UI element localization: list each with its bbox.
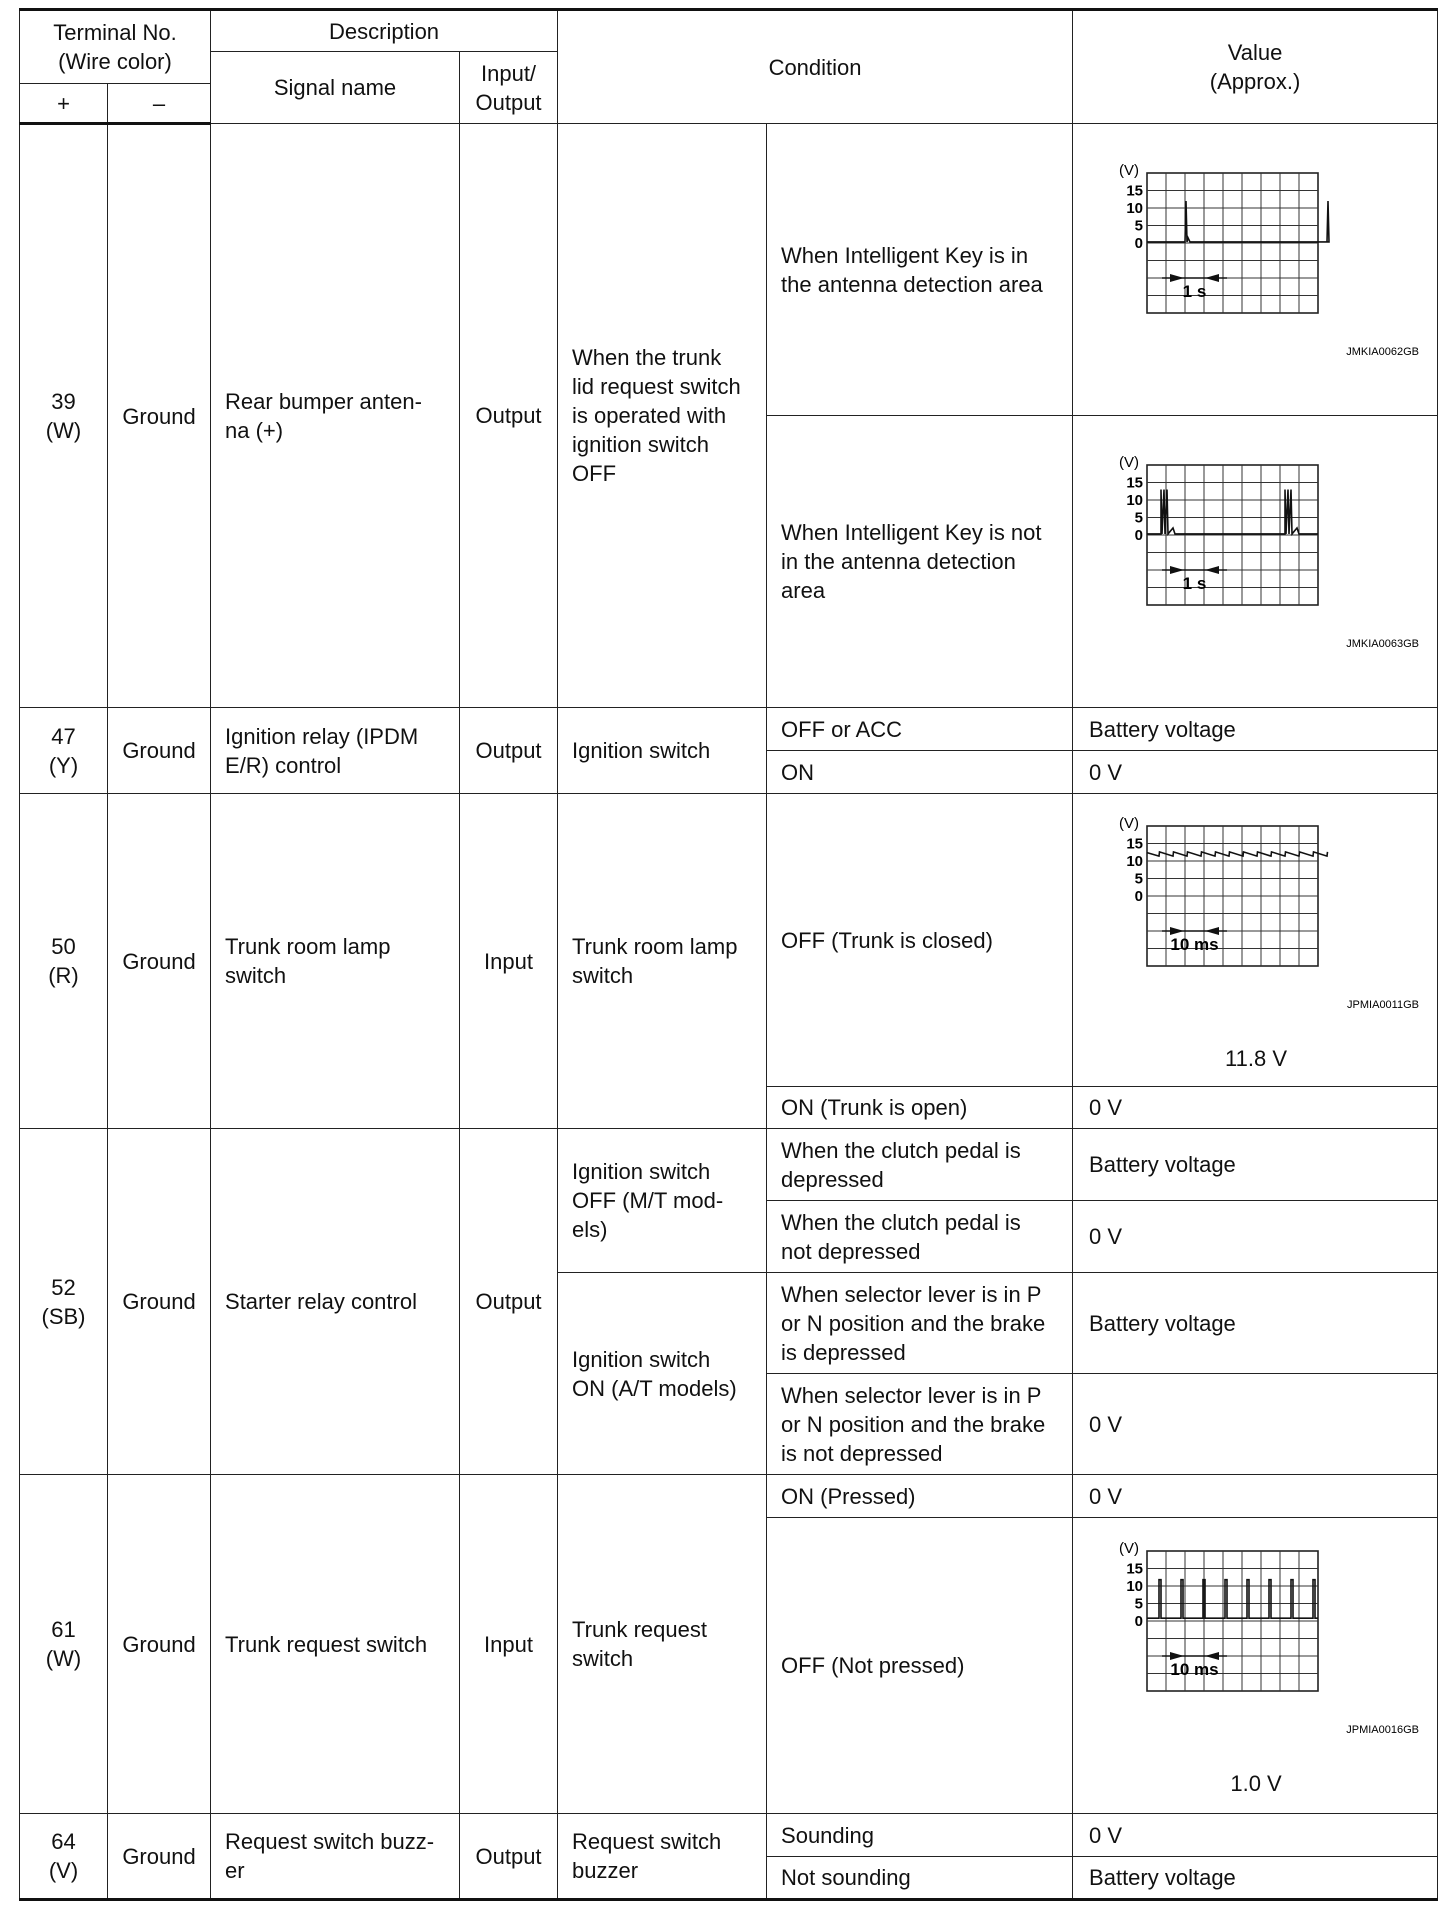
y-tick-label: 0: [1134, 1613, 1144, 1630]
sub-condition-cell: OFF or ACC: [767, 708, 1073, 751]
y-tick-label: 5: [1134, 1595, 1144, 1613]
figure-code: JPMIA0016GB: [1346, 1724, 1420, 1736]
terminal-no-label: Terminal No.: [53, 20, 177, 45]
terminal-table: [19, 8, 1438, 1901]
y-tick-label: 15: [1126, 474, 1144, 491]
condition-cell: When the trunk lid request switch is operated with ignition switch OFF: [558, 124, 767, 708]
value-cell: [1073, 1518, 1438, 1814]
wire-color: (V): [48, 1858, 79, 1883]
sub-condition-cell: OFF (Not pressed): [767, 1518, 1073, 1814]
value-cell: 0 V: [1073, 1201, 1438, 1273]
time-scale-label: 10 ms: [1170, 1660, 1219, 1679]
table-row: [20, 124, 1438, 416]
figure-code: JPMIA0011GB: [1347, 998, 1420, 1011]
y-unit-label: (V): [1119, 814, 1140, 832]
figure-code: JMKIA0062GB: [1346, 345, 1420, 358]
y-tick-label: 10: [1126, 491, 1144, 509]
time-scale-label: 10 ms: [1170, 934, 1219, 954]
value-cell: 0 V: [1073, 1814, 1438, 1857]
signal-name-cell: Trunk room lamp switch: [211, 794, 460, 1129]
terminal-number: 47: [51, 723, 76, 749]
waveform-graph: [1091, 155, 1421, 385]
ground-cell: Ground: [108, 1129, 211, 1475]
terminal-number: 50: [51, 934, 76, 959]
sub-condition-cell: OFF (Trunk is closed): [767, 794, 1073, 1087]
sub-condition-cell: When Intelligent Key is not in the antenna detection area: [767, 416, 1073, 708]
signal-name-cell: Trunk request switch: [211, 1475, 460, 1814]
wire-color-label: (Wire color): [58, 49, 172, 74]
io-cell: Output: [460, 124, 558, 708]
ground-cell: Ground: [108, 1475, 211, 1814]
sub-condition-cell: When selector lever is in P or N position and the brake is depressed: [767, 1273, 1073, 1374]
y-tick-label: 15: [1126, 182, 1144, 199]
condition-cell: Trunk request switch: [558, 1475, 767, 1814]
description-header: Description: [211, 10, 558, 52]
table-row: [20, 1129, 1438, 1201]
condition-cell: Trunk room lamp switch: [558, 794, 767, 1129]
value-header: [1073, 10, 1438, 124]
y-tick-label: 10: [1126, 199, 1144, 217]
wire-color: (Y): [48, 752, 79, 778]
terminal-cell: [20, 1129, 108, 1475]
wire-color: (R): [48, 963, 79, 988]
table-row: [20, 794, 1438, 1087]
ground-cell: Ground: [108, 794, 211, 1129]
input-output-header: [460, 52, 558, 124]
ground-cell: Ground: [108, 708, 211, 794]
terminal-cell: [20, 794, 108, 1129]
wire-color: (W): [45, 1646, 82, 1671]
value-cell: Battery voltage: [1073, 1857, 1438, 1900]
value-cell: [1073, 124, 1438, 416]
table-row: [20, 1475, 1438, 1518]
value-cell: Battery voltage: [1073, 708, 1438, 751]
ground-cell: Ground: [108, 124, 211, 708]
terminal-cell: [20, 1814, 108, 1900]
terminal-cell: [20, 708, 108, 794]
y-tick-label: 10: [1126, 1578, 1144, 1595]
approx-label: (Approx.): [1209, 69, 1301, 94]
sub-condition-cell: When Intelligent Key is in the antenna detection area: [767, 124, 1073, 416]
terminal-no-header: [20, 10, 211, 84]
io-cell: Output: [460, 1814, 558, 1900]
waveform-graph: [1091, 447, 1421, 677]
io-cell: Output: [460, 708, 558, 794]
waveform-graph: [1091, 808, 1421, 1038]
terminal-number: 64: [51, 1829, 76, 1854]
condition-cell: Ignition switch ON (A/T models): [558, 1273, 767, 1475]
signal-name-cell: Ignition relay (IPDM E/R) control: [211, 708, 460, 794]
terminal-number: 61: [51, 1617, 76, 1642]
y-tick-label: 0: [1134, 234, 1144, 252]
approx-value: 11.8 V: [1225, 1045, 1288, 1071]
table-row: [20, 708, 1438, 751]
y-unit-label: (V): [1119, 1540, 1140, 1557]
value-cell: [1073, 416, 1438, 708]
io-cell: Output: [460, 1129, 558, 1475]
waveform-graph: [1091, 1533, 1421, 1763]
approx-value: 1.0 V: [1230, 1771, 1282, 1796]
sub-condition-cell: ON: [767, 751, 1073, 794]
condition-cell: Ignition switch: [558, 708, 767, 794]
y-unit-label: (V): [1119, 161, 1140, 179]
ground-cell: Ground: [108, 1814, 211, 1900]
value-cell: [1073, 794, 1438, 1087]
io-cell: Input: [460, 1475, 558, 1814]
output-label: Output: [475, 89, 542, 115]
y-tick-label: 5: [1134, 870, 1144, 887]
signal-name-cell: Rear bumper anten- na (+): [211, 124, 460, 708]
y-tick-label: 15: [1126, 1560, 1144, 1578]
sub-condition-cell: ON (Pressed): [767, 1475, 1073, 1518]
value-label: Value: [1227, 40, 1283, 65]
condition-header: Condition: [558, 10, 1073, 124]
plus-header: +: [20, 84, 108, 124]
terminal-cell: [20, 124, 108, 708]
sub-condition-cell: Sounding: [767, 1814, 1073, 1857]
figure-code: JMKIA0063GB: [1346, 637, 1420, 650]
y-tick-label: 10: [1126, 852, 1144, 870]
y-tick-label: 5: [1134, 217, 1144, 234]
input-label: Input/: [481, 60, 537, 86]
value-cell: Battery voltage: [1073, 1129, 1438, 1201]
terminal-cell: [20, 1475, 108, 1814]
y-unit-label: (V): [1119, 453, 1140, 471]
signal-name-cell: Request switch buzz- er: [211, 1814, 460, 1900]
minus-header: –: [108, 84, 211, 124]
time-scale-label: 1 s: [1182, 281, 1207, 301]
terminal-number: 52: [51, 1274, 76, 1300]
sub-condition-cell: When the clutch pedal is depressed: [767, 1129, 1073, 1201]
table-row: [20, 1814, 1438, 1857]
terminal-number: 39: [51, 389, 76, 414]
condition-cell: Request switch buzzer: [558, 1814, 767, 1900]
sub-condition-cell: When the clutch pedal is not depressed: [767, 1201, 1073, 1273]
wire-color: (W): [45, 418, 82, 443]
y-tick-label: 5: [1134, 509, 1144, 526]
value-cell: 0 V: [1073, 1087, 1438, 1129]
sub-condition-cell: When selector lever is in P or N position and the brake is not depressed: [767, 1374, 1073, 1475]
io-cell: Input: [460, 794, 558, 1129]
y-tick-label: 0: [1134, 526, 1144, 544]
value-cell: 0 V: [1073, 751, 1438, 794]
y-tick-label: 15: [1126, 835, 1144, 852]
sub-condition-cell: Not sounding: [767, 1857, 1073, 1900]
sub-condition-cell: ON (Trunk is open): [767, 1087, 1073, 1129]
y-tick-label: 0: [1134, 887, 1144, 905]
condition-cell: Ignition switch OFF (M/T mod- els): [558, 1129, 767, 1273]
value-cell: 0 V: [1073, 1374, 1438, 1475]
signal-name-cell: Starter relay control: [211, 1129, 460, 1475]
value-cell: 0 V: [1073, 1475, 1438, 1518]
wire-color: (SB): [41, 1303, 86, 1329]
signal-name-header: Signal name: [211, 52, 460, 124]
time-scale-label: 1 s: [1182, 573, 1207, 593]
value-cell: Battery voltage: [1073, 1273, 1438, 1374]
